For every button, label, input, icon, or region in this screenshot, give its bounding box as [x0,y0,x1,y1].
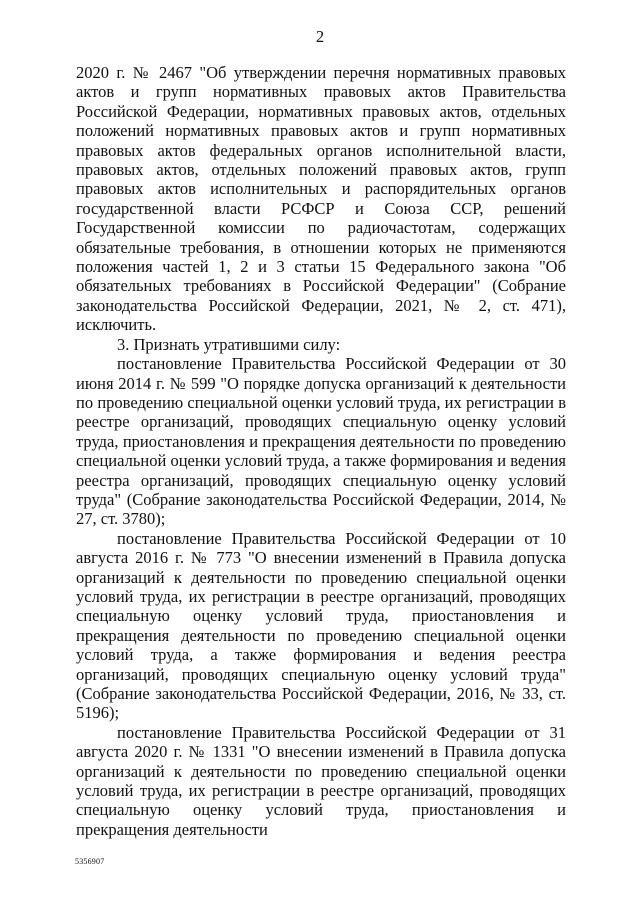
paragraph-item-3-heading: 3. Признать утратившими силу: [117,334,341,354]
page-number: 2 [315,27,325,46]
paragraph-continuation: 2020 г. № 2467 "Об утверждении перечня нормативных правовых актов и групп нормативных правовых актов Правительства Российской Федерации, нормативных правовых актов, отдельных положений нормативных правовых актов и групп нормативных правовых актов федеральных органов исполнительной власти, правовых актов, отдельных положений правовых актов, групп правовых актов исполнительных и распорядительных органов государственной власти РСФСР и Союза ССР, решений Государственной комиссии по радиочастотам, содержащих обязательные требования, в отношении которых не применяются положения частей 1, 2 и 3 статьи 15 Федерального закона "Об обязательных требованиях в Российской Федерации" (Собрание законодательства Российской Федерации, 2021, № 2, ст. 471), исключить. [76,63,566,335]
paragraph-repealed-act-2014: постановление Правительства Российской Федерации от 30 июня 2014 г. № 599 "О порядке допуска организаций к деятельности по проведению специальной оценки условий труда, их регистрации в реестре организаций, проводящих специальную оценку условий труда, приостановления и прекращения деятельности по проведению специальной оценки условий труда, а также формирования и ведения реестра организаций, проводящих специальную оценку условий труда" (Собрание законодательства Российской Федерации, 2014, № 27, ст. 3780); [76,354,566,529]
document-code: 5356907 [75,857,105,866]
paragraph-repealed-act-2020: постановление Правительства Российской Федерации от 31 августа 2020 г. № 1331 "О внесении изменений в Правила допуска организаций к деятельности по проведению специальной оценки условий труда, их регистрации в реестре организаций, проводящих специальную оценку условий труда, приостановления и прекращения деятельности [76,722,566,839]
document-body [76,63,566,839]
paragraph-repealed-act-2016: постановление Правительства Российской Федерации от 10 августа 2016 г. № 773 "О внесении изменений в Правила допуска организаций к деятельности по проведению специальной оценки условий труда, их регистрации в реестре организаций, проводящих специальную оценку условий труда, приостановления и прекращения деятельности по проведению специальной оценки условий труда, а также формирования и ведения реестра организаций, проводящих специальную оценку условий труда" (Собрание законодательства Российской Федерации, 2016, № 33, ст. 5196); [76,528,566,723]
